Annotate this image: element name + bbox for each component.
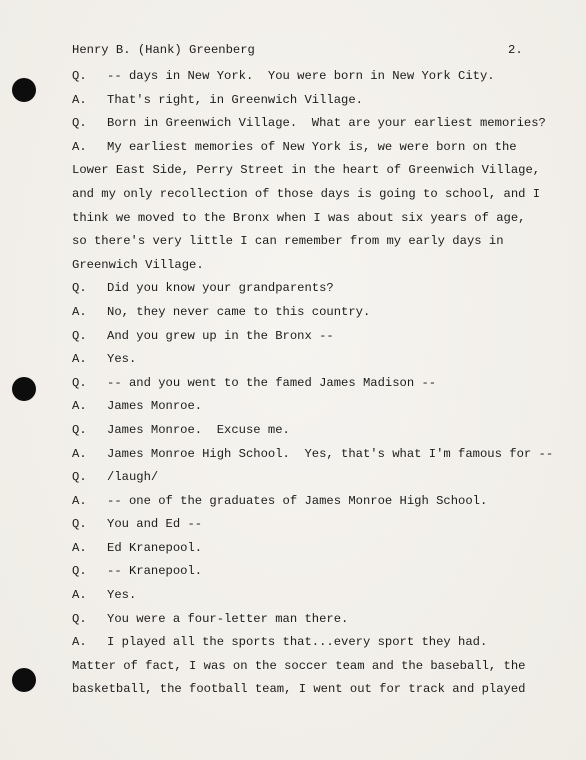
- transcript-body: [72, 65, 554, 702]
- speaker-label: A.: [72, 588, 87, 603]
- speaker-label: A.: [72, 635, 87, 650]
- line-text: That's right, in Greenwich Village.: [107, 92, 363, 107]
- transcript-line: [72, 277, 542, 301]
- line-text: -- Kranepool.: [107, 564, 203, 579]
- transcript-line: [72, 207, 542, 231]
- line-text: Lower East Side, Perry Street in the heart of Greenwich Village,: [72, 163, 541, 178]
- line-text: You were a four-letter man there.: [107, 611, 349, 626]
- transcript-line: [72, 537, 542, 561]
- line-text: -- and you went to the famed James Madison --: [107, 375, 437, 390]
- speaker-label: Q.: [72, 281, 87, 296]
- transcript-line: [72, 490, 542, 514]
- transcript-line: [72, 112, 546, 136]
- line-text: -- one of the graduates of James Monroe High School.: [107, 493, 488, 508]
- line-text: James Monroe High School. Yes, that's what I'm famous for --: [107, 446, 554, 461]
- speaker-label: Q.: [72, 517, 87, 532]
- transcript-line: [72, 466, 542, 490]
- speaker-label: A.: [72, 399, 87, 414]
- transcript-line: [72, 348, 542, 372]
- transcript-line: [72, 159, 542, 183]
- line-text: Yes.: [107, 352, 137, 367]
- speaker-label: A.: [72, 352, 87, 367]
- transcript-line: [72, 443, 554, 467]
- line-text: Born in Greenwich Village. What are your earliest memories?: [107, 116, 546, 131]
- line-text: Did you know your grandparents?: [107, 281, 334, 296]
- speaker-label: Q.: [72, 611, 87, 626]
- transcript-line: [72, 183, 542, 207]
- binder-hole-middle: [12, 377, 36, 401]
- binder-hole-bottom: [12, 668, 36, 692]
- line-text: Ed Kranepool.: [107, 540, 203, 555]
- document-header: Henry B. (Hank) Greenberg: [72, 43, 255, 57]
- transcript-line: [72, 584, 542, 608]
- speaker-label: A.: [72, 92, 87, 107]
- line-text: /laugh/: [107, 470, 159, 485]
- transcript-line: [72, 136, 542, 160]
- line-text: And you grew up in the Bronx --: [107, 328, 334, 343]
- line-text: and my only recollection of those days is going to school, and I: [72, 186, 541, 201]
- transcript-line: [72, 65, 542, 89]
- line-text: Greenwich Village.: [72, 257, 204, 272]
- transcript-line: [72, 608, 542, 632]
- speaker-label: A.: [72, 139, 87, 154]
- transcript-line: [72, 395, 542, 419]
- line-text: basketball, the football team, I went out for track and played: [72, 682, 526, 697]
- speaker-label: Q.: [72, 116, 87, 131]
- transcript-line: [72, 325, 542, 349]
- speaker-label: Q.: [72, 470, 87, 485]
- line-text: so there's very little I can remember from my early days in: [72, 234, 504, 249]
- speaker-label: Q.: [72, 69, 87, 83]
- transcript-line: [72, 678, 542, 702]
- line-text: James Monroe.: [107, 399, 203, 414]
- speaker-label: Q.: [72, 375, 87, 390]
- speaker-label: Q.: [72, 422, 87, 437]
- speaker-label: A.: [72, 493, 87, 508]
- transcript-line: [72, 372, 542, 396]
- transcript-line: [72, 301, 542, 325]
- line-text: My earliest memories of New York is, we were born on the: [107, 139, 517, 154]
- page-number: 2.: [508, 43, 523, 57]
- speaker-label: A.: [72, 540, 87, 555]
- transcript-line: [72, 89, 542, 113]
- line-text: You and Ed --: [107, 517, 203, 532]
- speaker-label: A.: [72, 446, 87, 461]
- transcript-line: [72, 419, 542, 443]
- line-text: No, they never came to this country.: [107, 304, 371, 319]
- transcript-line: [72, 513, 542, 537]
- line-text: Yes.: [107, 588, 137, 603]
- transcript-line: [72, 230, 542, 254]
- line-text: James Monroe. Excuse me.: [107, 422, 290, 437]
- transcript-line: [72, 254, 542, 278]
- transcript-line: [72, 655, 542, 679]
- speaker-label: A.: [72, 304, 87, 319]
- line-text: -- days in New York. You were born in New York City.: [107, 69, 495, 83]
- line-text: Matter of fact, I was on the soccer team and the baseball, the: [72, 658, 526, 673]
- transcript-line: [72, 560, 542, 584]
- line-text: I played all the sports that...every sport they had.: [107, 635, 488, 650]
- speaker-label: Q.: [72, 564, 87, 579]
- line-text: think we moved to the Bronx when I was about six years of age,: [72, 210, 526, 225]
- speaker-label: Q.: [72, 328, 87, 343]
- binder-hole-top: [12, 78, 36, 102]
- transcript-line: [72, 631, 542, 655]
